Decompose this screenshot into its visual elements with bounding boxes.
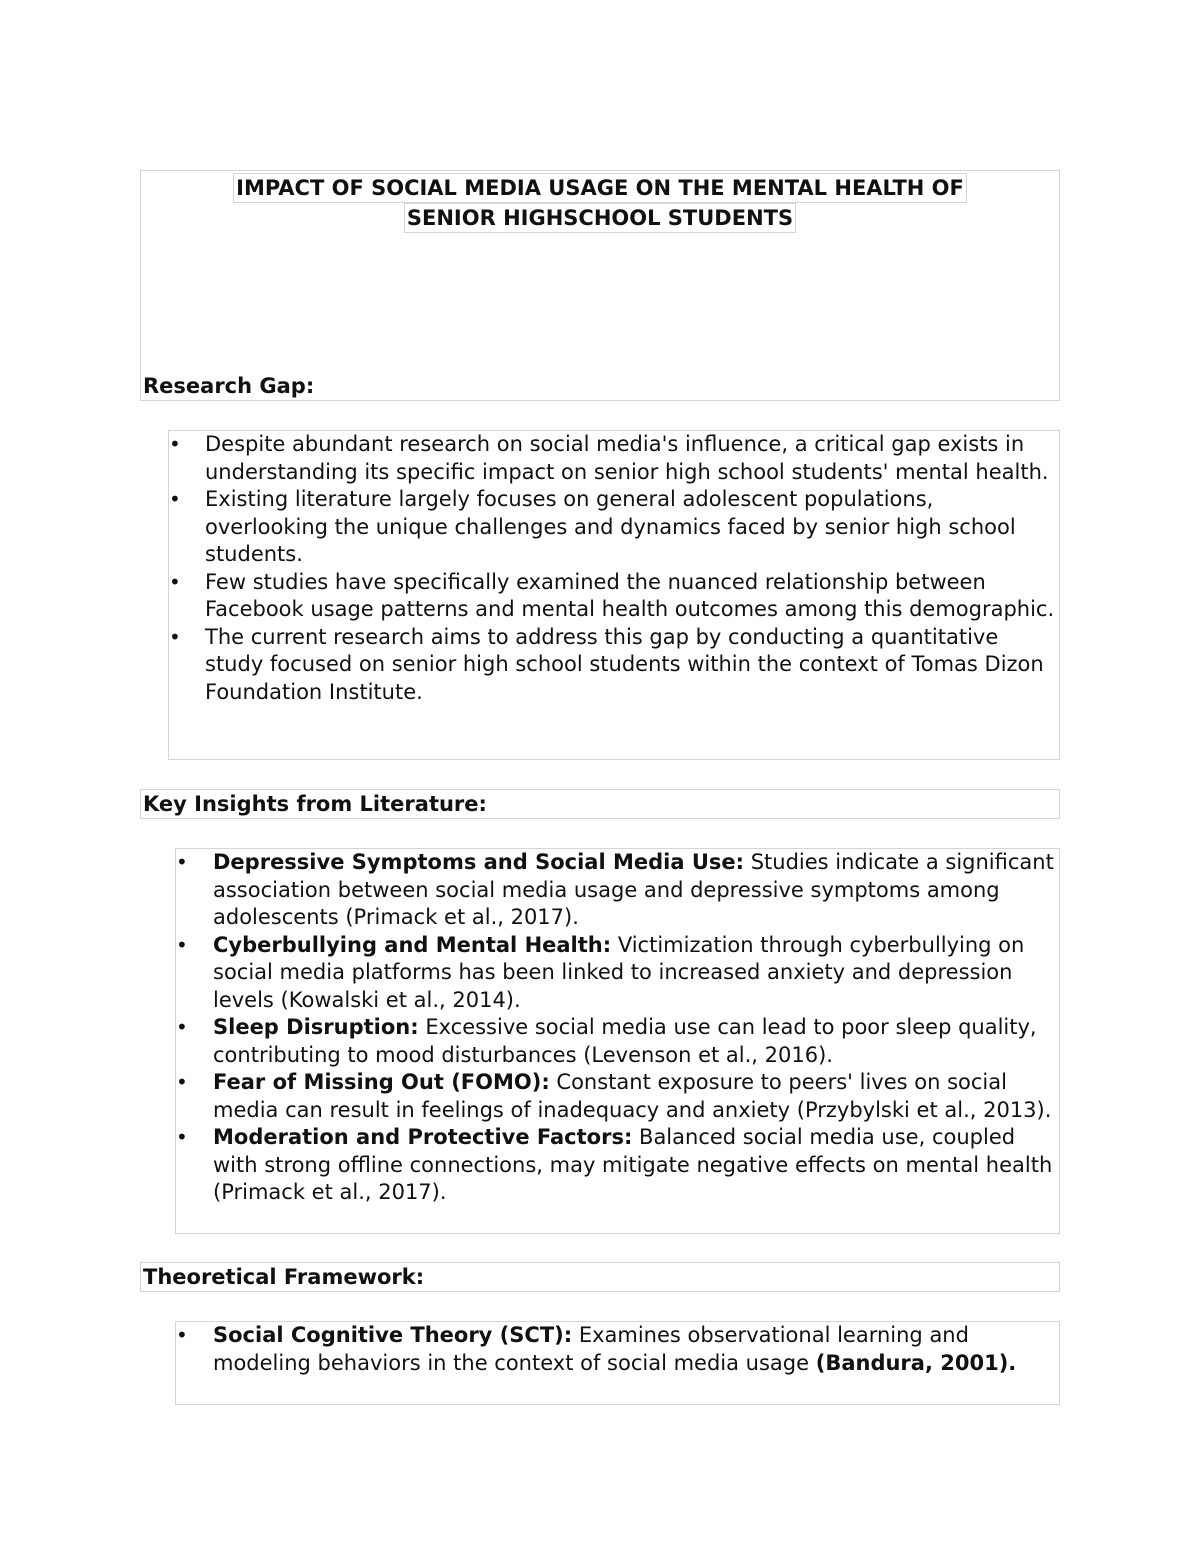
list-item [169,486,1059,569]
title-line-2: SENIOR HIGHSCHOOL STUDENTS [404,203,796,233]
insight-term: Fear of Missing Out (FOMO): [213,1070,550,1094]
key-insights-heading-box [140,789,1060,819]
bullet-icon: • [176,932,188,957]
bullet-icon: • [169,487,181,511]
research-gap-heading-text: Research Gap: [143,374,315,398]
insight-text: Victimization through cyberbullying on social media platforms has been linked to increased anxiety and depression levels (Kowalski et al., 2014). [213,932,1025,1012]
framework-text: Examines observational learning and modeling behaviors in the context of social media usage [213,1323,969,1375]
framework-citation: (Bandura, 2001). [815,1350,1017,1375]
theoretical-framework-heading-box [140,1262,1060,1292]
bullet-icon: • [169,569,181,594]
list-item-text: Few studies have specifically examined the nuanced relationship between Facebook usage patterns and mental health outcomes among this demographic. [205,569,1055,621]
theoretical-framework-list [176,1322,1059,1377]
document-title [141,173,1059,233]
list-item-text: The current research aims to address this gap by conducting a quantitative study focused on senior high school students within the context of Tomas Dizon Foundation Institute. [205,624,1044,704]
research-gap-list [169,431,1059,706]
list-item-text: Existing literature largely focuses on general adolescent populations, overlooking the unique challenges and dynamics faced by senior high school students. [205,487,1016,566]
list-item [176,932,1059,1015]
title-line-1: IMPACT OF SOCIAL MEDIA USAGE ON THE MENTAL HEALTH OF [233,173,967,203]
bullet-icon: • [169,432,181,456]
insight-text: Balanced social media use, coupled with strong offline connections, may mitigate negative effects on mental health (Primack et al., 2017). [213,1125,1053,1204]
key-insights-list [176,849,1059,1207]
bullet-icon: • [176,1070,188,1094]
list-item [176,849,1059,932]
key-insights-heading: Key Insights from Literature: [143,792,487,816]
research-gap-list-box [168,430,1060,760]
list-item [176,1069,1059,1124]
insight-term: Sleep Disruption: [213,1015,419,1039]
list-item [169,624,1059,707]
framework-term: Social Cognitive Theory (SCT): [213,1323,573,1347]
insight-text: Studies indicate a significant association between social media usage and depressive symptoms among adolescents (Primack et al., 2017). [213,850,1054,929]
list-item-text: Despite abundant research on social media's influence, a critical gap exists in understanding its specific impact on senior high school students' mental health. [205,432,1049,484]
insight-text: Excessive social media use can lead to poor sleep quality, contributing to mood disturbances (Levenson et al., 2016). [213,1015,1037,1067]
list-item [169,431,1059,486]
title-block [140,170,1060,401]
theoretical-framework-list-box [175,1321,1060,1405]
bullet-icon: • [176,1323,188,1347]
research-gap-heading [143,372,314,400]
bullet-icon: • [176,1015,188,1039]
list-item [176,1322,1059,1377]
bullet-icon: • [176,850,188,874]
insight-term: Cyberbullying and Mental Health: [213,932,612,957]
bullet-icon: • [169,624,181,649]
list-item [169,569,1059,624]
list-item [176,1014,1059,1069]
list-item [176,1124,1059,1207]
bullet-icon: • [176,1125,188,1149]
insight-term: Moderation and Protective Factors: [213,1125,633,1149]
insight-term: Depressive Symptoms and Social Media Use: [213,850,745,874]
theoretical-framework-heading: Theoretical Framework: [143,1265,425,1289]
insight-text: Constant exposure to peers' lives on social media can result in feelings of inadequacy and anxiety (Przybylski et al., 2013). [213,1070,1052,1122]
key-insights-list-box [175,848,1060,1234]
